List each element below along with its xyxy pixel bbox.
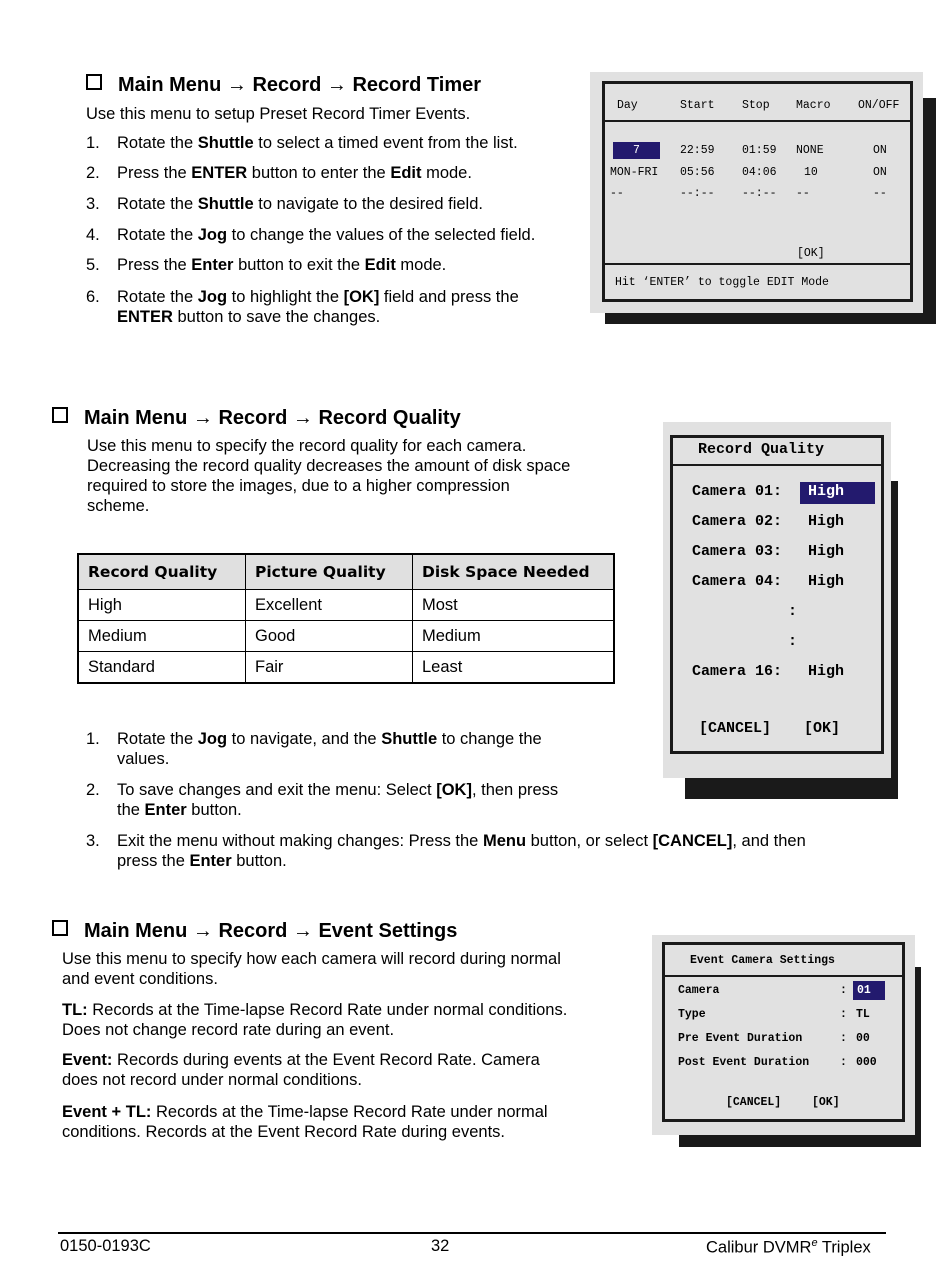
- bold-term: Jog: [197, 288, 228, 306]
- product-name-superscript: e: [811, 1237, 818, 1249]
- record-mode-term: Event:: [62, 1051, 113, 1069]
- camera-quality-value[interactable]: High: [808, 513, 845, 530]
- step-text: To save changes and exit the menu: Select [OK], then press the Enter button.: [117, 781, 559, 819]
- step-text: Rotate the Shuttle to select a timed event from the list.: [117, 134, 518, 152]
- table-row: [78, 652, 614, 684]
- table-header: Record Quality: [78, 554, 246, 590]
- camera-label: Camera 04:: [692, 573, 783, 590]
- timer-cell: MON-FRI: [610, 166, 659, 179]
- event-field-label: Camera: [678, 984, 720, 997]
- timer-cell: 22:59: [680, 144, 715, 157]
- record-quality-ok-button[interactable]: [OK]: [804, 720, 841, 737]
- camera-label: Camera 03:: [692, 543, 783, 560]
- bold-term: Edit: [364, 256, 396, 274]
- camera-label: Camera 02:: [692, 513, 783, 530]
- bold-term: ENTER: [117, 308, 173, 326]
- step-number: 2.: [86, 781, 100, 799]
- record-quality-heading-text: Main Menu → Record → Record Quality: [84, 407, 461, 429]
- event-field-colon: :: [840, 984, 847, 997]
- step-number: 4.: [86, 226, 100, 244]
- timer-selected-day[interactable]: 7: [613, 142, 660, 159]
- table-cell: Fair: [246, 652, 413, 684]
- timer-column-header: ON/OFF: [858, 99, 900, 112]
- timer-column-header: Day: [617, 99, 638, 112]
- record-timer-intro: Use this menu to setup Preset Record Timer Events.: [86, 105, 471, 123]
- record-timer-hint: Hit ‘ENTER’ to toggle EDIT Mode: [615, 276, 829, 289]
- table-cell: Excellent: [246, 590, 413, 621]
- camera-quality-value[interactable]: High: [808, 663, 845, 680]
- footer-rule: [58, 1232, 886, 1234]
- event-settings-heading-text: Main Menu → Record → Event Settings: [84, 920, 458, 942]
- table-cell: Least: [413, 652, 615, 684]
- bold-term: ENTER: [191, 164, 248, 182]
- footer-product-name: [706, 1237, 871, 1258]
- record-quality-intro: [87, 436, 570, 516]
- timer-cell: --: [873, 187, 887, 200]
- timer-cell: ON: [873, 144, 887, 157]
- record-mode-description: TL: Records at the Time-lapse Record Rate under normal conditions. Does not change record rate during an event.: [62, 1001, 568, 1039]
- event-settings-heading: [52, 920, 457, 943]
- step-number: 1.: [86, 134, 100, 152]
- record-mode-description: Event: Records during events at the Event Record Rate. Camera does not record under normal conditions.: [62, 1051, 540, 1089]
- product-name-prefix: Calibur DVMR: [706, 1238, 812, 1257]
- timer-cell: ON: [873, 166, 887, 179]
- timer-cell: 01:59: [742, 144, 777, 157]
- bold-term: [OK]: [436, 781, 472, 799]
- timer-cell: --: [610, 187, 624, 200]
- timer-cell: --:--: [680, 187, 715, 200]
- record-timer-heading: [86, 74, 481, 97]
- record-timer-heading-text: Main Menu → Record → Record Timer: [118, 74, 482, 96]
- table-cell: Good: [246, 621, 413, 652]
- event-field-label: Type: [678, 1008, 706, 1021]
- record-quality-table: [77, 553, 615, 684]
- step-number: 5.: [86, 256, 100, 274]
- timer-column-header: Stop: [742, 99, 770, 112]
- event-field-label: Pre Event Duration: [678, 1032, 803, 1045]
- intro-line: required to store the images, due to a higher compression: [87, 477, 510, 495]
- bold-term: Shuttle: [197, 134, 254, 152]
- footer-page-number: 32: [431, 1237, 450, 1255]
- intro-line: Use this menu to specify the record quality for each camera.: [87, 437, 527, 455]
- step-number: 3.: [86, 195, 100, 213]
- intro-line: scheme.: [87, 497, 150, 515]
- step-number: 3.: [86, 832, 100, 850]
- camera-quality-value[interactable]: High: [808, 543, 845, 560]
- timer-cell: NONE: [796, 144, 824, 157]
- record-quality-cancel-button[interactable]: [CANCEL]: [699, 720, 772, 737]
- bold-term: Enter: [144, 801, 187, 819]
- screen-divider: [673, 464, 881, 466]
- event-settings-ok-button[interactable]: [OK]: [812, 1096, 840, 1109]
- step-text: Rotate the Jog to highlight the [OK] field and press the ENTER button to save the changes.: [117, 288, 519, 326]
- timer-cell: --:--: [742, 187, 777, 200]
- event-field-value[interactable]: 000: [856, 1056, 877, 1069]
- record-quality-heading: [52, 407, 461, 430]
- intro-line: and event conditions.: [62, 970, 218, 988]
- step-text: Exit the menu without making changes: Press the Menu button, or select [CANCEL], and then press the Enter button.: [117, 832, 806, 870]
- event-settings-cancel-button[interactable]: [CANCEL]: [726, 1096, 782, 1109]
- timer-cell: 05:56: [680, 166, 715, 179]
- table-cell: Medium: [78, 621, 246, 652]
- bold-term: Shuttle: [381, 730, 438, 748]
- camera-label: Camera 16:: [692, 663, 783, 680]
- bold-term: Edit: [390, 164, 422, 182]
- table-cell: Standard: [78, 652, 246, 684]
- screen-divider: [605, 263, 910, 265]
- event-field-colon: :: [840, 1056, 847, 1069]
- table-header: Picture Quality: [246, 554, 413, 590]
- ellipsis-dots: :: [788, 633, 798, 650]
- camera-quality-value[interactable]: High: [800, 482, 875, 504]
- camera-label: Camera 01:: [692, 483, 783, 500]
- footer-doc-number: 0150-0193C: [60, 1237, 151, 1255]
- event-field-colon: :: [840, 1032, 847, 1045]
- table-cell: Most: [413, 590, 615, 621]
- table-cell: High: [78, 590, 246, 621]
- event-field-colon: :: [840, 1008, 847, 1021]
- timer-column-header: Macro: [796, 99, 831, 112]
- table-row: [78, 621, 614, 652]
- checkbox-bullet-icon: [52, 920, 68, 936]
- table-row: [78, 590, 614, 621]
- step-text: Rotate the Jog to change the values of the selected field.: [117, 226, 536, 244]
- bold-term: Menu: [482, 832, 527, 850]
- event-field-value[interactable]: 00: [856, 1032, 870, 1045]
- step-number: 1.: [86, 730, 100, 748]
- step-text: Rotate the Shuttle to navigate to the desired field.: [117, 195, 483, 213]
- screen-divider: [605, 120, 910, 122]
- record-quality-screen-title: Record Quality: [698, 441, 825, 458]
- event-field-value[interactable]: 01: [853, 981, 885, 1000]
- bold-term: Enter: [191, 256, 234, 274]
- step-text: Press the Enter button to exit the Edit mode.: [117, 256, 447, 274]
- bold-term: Jog: [197, 730, 228, 748]
- bold-term: Jog: [197, 226, 228, 244]
- timer-column-header: Start: [680, 99, 715, 112]
- checkbox-bullet-icon: [86, 74, 102, 90]
- bold-term: Shuttle: [197, 195, 254, 213]
- record-mode-term: Event + TL:: [62, 1103, 152, 1121]
- checkbox-bullet-icon: [52, 407, 68, 423]
- ellipsis-dots: :: [788, 603, 798, 620]
- record-mode-term: TL:: [62, 1001, 88, 1019]
- intro-line: Use this menu to specify how each camera will record during normal: [62, 950, 561, 968]
- product-name-suffix: Triplex: [817, 1238, 871, 1257]
- bold-term: [OK]: [343, 288, 380, 306]
- record-timer-ok-button[interactable]: [OK]: [797, 247, 825, 260]
- intro-line: Decreasing the record quality decreases the amount of disk space: [87, 457, 571, 475]
- step-number: 2.: [86, 164, 100, 182]
- bold-term: Enter: [189, 852, 232, 870]
- table-header: Disk Space Needed: [413, 554, 615, 590]
- timer-cell: 04:06: [742, 166, 777, 179]
- step-text: Press the ENTER button to enter the Edit mode.: [117, 164, 472, 182]
- event-field-value[interactable]: TL: [856, 1008, 870, 1021]
- screen-divider: [665, 975, 902, 977]
- event-settings-screen-title: Event Camera Settings: [690, 954, 835, 967]
- step-text: Rotate the Jog to navigate, and the Shuttle to change the values.: [117, 730, 542, 768]
- table-cell: Medium: [413, 621, 615, 652]
- event-settings-intro: [62, 949, 561, 989]
- timer-cell: --: [796, 187, 810, 200]
- record-mode-description: Event + TL: Records at the Time-lapse Record Rate under normal conditions. Records at the Event Record Rate during events.: [62, 1103, 548, 1141]
- camera-quality-value[interactable]: High: [808, 573, 845, 590]
- step-number: 6.: [86, 288, 100, 306]
- timer-cell: 10: [804, 166, 818, 179]
- event-field-label: Post Event Duration: [678, 1056, 810, 1069]
- bold-term: [CANCEL]: [652, 832, 733, 850]
